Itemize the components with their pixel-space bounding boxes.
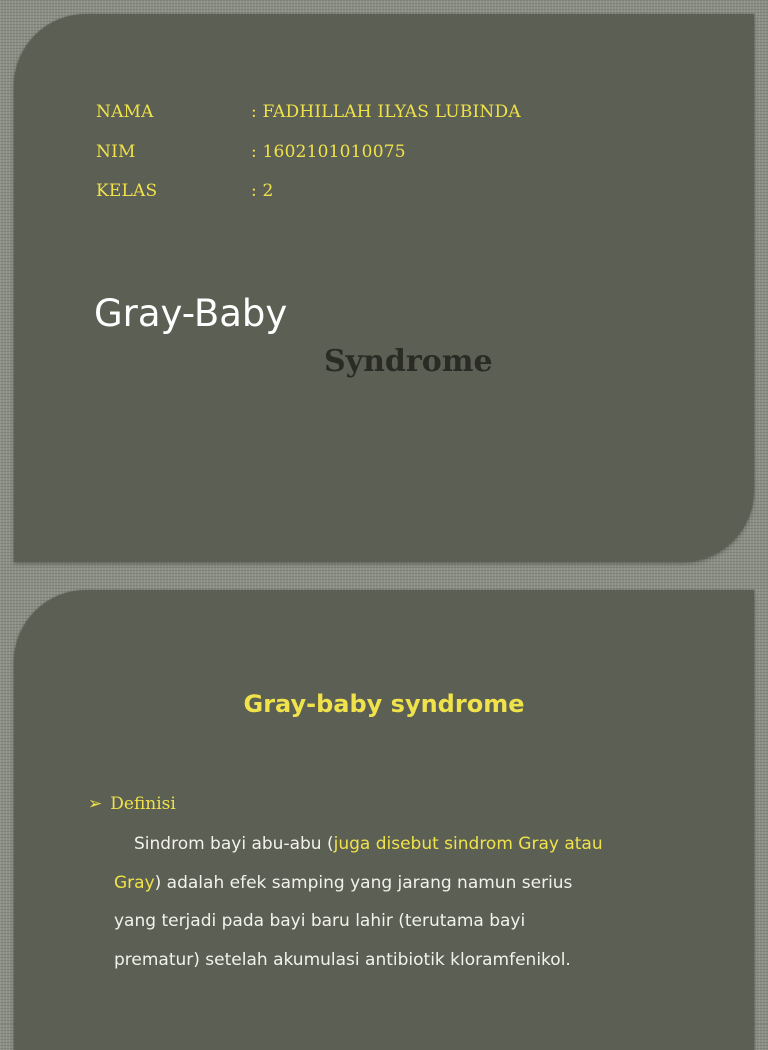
body-line-2-highlight: Gray: [114, 873, 155, 893]
bullet-label: Definisi: [110, 794, 176, 814]
body-line-3: yang terjadi pada bayi baru lahir (terutama bayi: [114, 911, 526, 931]
slide-title: Gray-Baby: [94, 292, 288, 335]
arrow-bullet-icon: ➢: [88, 794, 103, 814]
nama-value: : FADHILLAH ILYAS LUBINDA: [251, 102, 521, 122]
body-line-1-highlight: juga disebut sindrom Gray atau: [333, 834, 603, 854]
nama-label: NAMA: [96, 102, 154, 122]
nim-value: : 1602101010075: [251, 142, 406, 162]
slide-2: [14, 590, 754, 1050]
kelas-label: KELAS: [96, 181, 158, 201]
body-line-1-text: Sindrom bayi abu-abu (: [134, 834, 334, 854]
slide-1: [14, 14, 754, 562]
kelas-value: : 2: [251, 181, 274, 201]
body-line-2: [114, 873, 572, 893]
body-line-1: [134, 834, 603, 854]
bullet-definisi: [88, 794, 176, 814]
body-line-4: prematur) setelah akumulasi antibiotik kloramfenikol.: [114, 950, 571, 970]
nim-label: NIM: [96, 142, 136, 162]
slide-subtitle: Syndrome: [324, 344, 493, 379]
slide-2-heading: Gray-baby syndrome: [243, 690, 525, 718]
body-line-2-text: ) adalah efek samping yang jarang namun serius: [154, 873, 573, 893]
